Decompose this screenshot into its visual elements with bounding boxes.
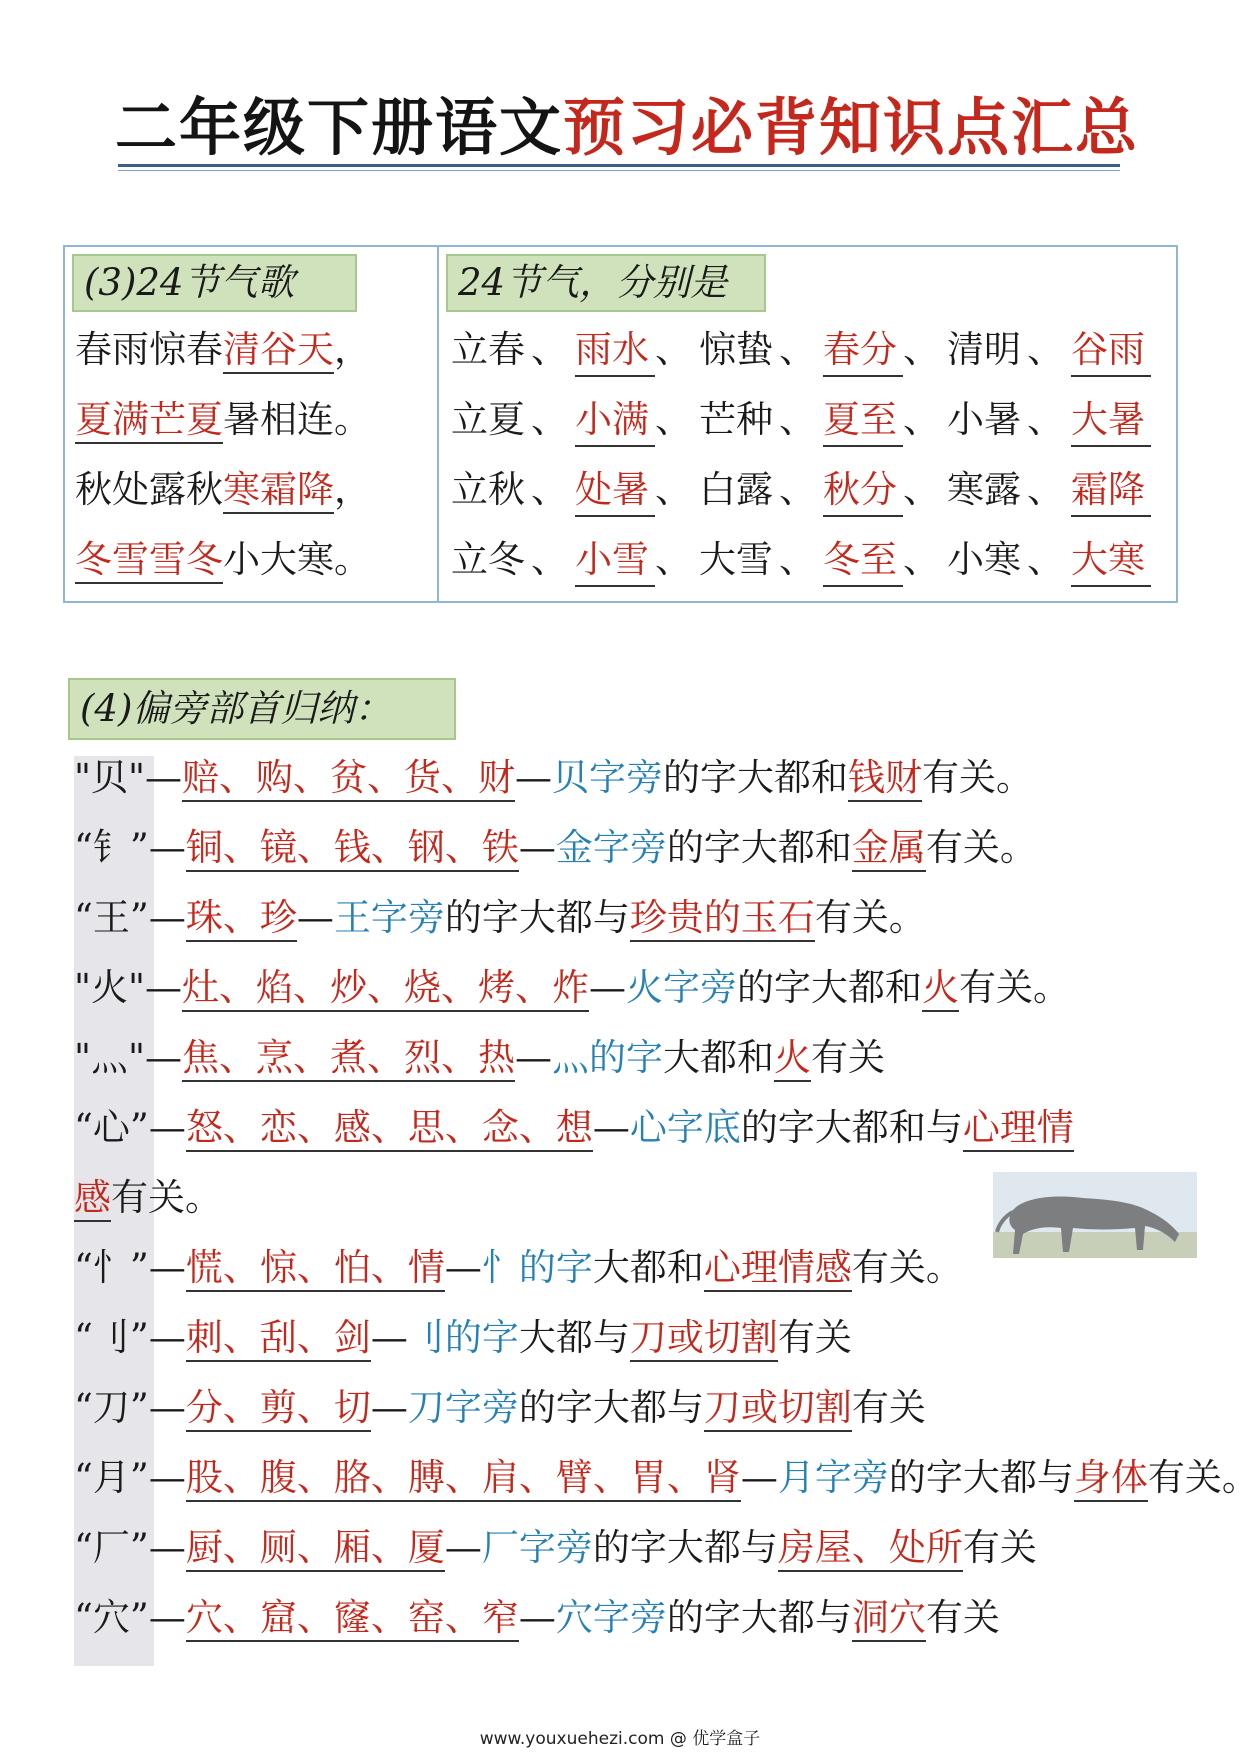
term-separator: 、 bbox=[655, 328, 692, 371]
solar-term: 立夏 bbox=[451, 398, 525, 441]
radical-line bbox=[74, 1102, 1074, 1154]
radical-text: — bbox=[296, 896, 334, 939]
radical-line bbox=[74, 822, 1037, 874]
terms-panel bbox=[437, 245, 1178, 603]
radical-text: 的字大都和与 bbox=[740, 1106, 963, 1149]
radical-examples: 分、剪、切 bbox=[186, 1386, 371, 1432]
solar-term: 雨水 bbox=[575, 325, 655, 377]
radical-text: 的字大都与 bbox=[444, 896, 630, 939]
song-highlight: 冬雪雪冬 bbox=[75, 538, 223, 584]
title-part2: 预习必背知识点汇总 bbox=[563, 91, 1140, 164]
radical-text: 有关。 bbox=[111, 1176, 222, 1219]
radical-text: “厂”— bbox=[74, 1526, 186, 1569]
radical-name: 心字底 bbox=[629, 1106, 741, 1149]
terms-row bbox=[451, 395, 1151, 447]
radical-examples: 身体 bbox=[1074, 1456, 1148, 1502]
term-separator: 、 bbox=[903, 398, 940, 441]
terms-row bbox=[451, 325, 1151, 377]
radical-text: — bbox=[592, 1106, 630, 1149]
radical-name: 贝字旁 bbox=[552, 756, 664, 799]
radical-text: “心”— bbox=[74, 1106, 186, 1149]
song-panel bbox=[63, 245, 439, 603]
term-separator: 、 bbox=[903, 328, 940, 371]
radical-text: “刂”— bbox=[74, 1316, 186, 1359]
solar-term: 大雪 bbox=[699, 538, 773, 581]
term-separator: 、 bbox=[1027, 398, 1064, 441]
radical-text: 的字大都与 bbox=[592, 1526, 778, 1569]
term-separator: 、 bbox=[655, 538, 692, 581]
song-heading: (3)24节气歌 bbox=[72, 254, 357, 312]
radical-text: 大都和 bbox=[663, 1036, 775, 1079]
solar-term: 芒种 bbox=[699, 398, 773, 441]
title-underline bbox=[118, 164, 1120, 167]
radical-text: “钅”— bbox=[74, 826, 186, 869]
radical-examples: 心理情 bbox=[963, 1106, 1074, 1152]
song-highlight: 夏满芒夏 bbox=[75, 398, 223, 444]
solar-term: 霜降 bbox=[1071, 465, 1151, 517]
radical-examples: 怒、恋、感、思、念、想 bbox=[186, 1106, 593, 1152]
radical-line bbox=[74, 1242, 963, 1294]
song-text: ， bbox=[334, 468, 371, 511]
radical-examples: 慌、惊、怕、情 bbox=[186, 1246, 445, 1292]
radical-text: “月”— bbox=[74, 1456, 186, 1499]
term-separator: 、 bbox=[1027, 538, 1064, 581]
term-separator: 、 bbox=[903, 538, 940, 581]
term-separator: 、 bbox=[531, 538, 568, 581]
song-text: 小大寒。 bbox=[223, 538, 371, 581]
radical-name: 刂的字 bbox=[407, 1316, 519, 1359]
radical-text: 的字大都与 bbox=[888, 1456, 1074, 1499]
radical-text: 有关 bbox=[925, 1596, 1000, 1639]
radical-examples: 珍贵的玉石 bbox=[630, 896, 815, 942]
radical-text: — bbox=[740, 1456, 778, 1499]
solar-term: 寒露 bbox=[947, 468, 1021, 511]
solar-term: 大暑 bbox=[1071, 395, 1151, 447]
horse-photo bbox=[993, 1172, 1197, 1258]
radical-text: "灬"— bbox=[74, 1036, 183, 1079]
radical-text: “王”— bbox=[74, 896, 186, 939]
radical-examples: 刀或切割 bbox=[704, 1386, 852, 1432]
radical-text: 有关。 bbox=[922, 756, 1034, 799]
song-text: 秋处露秋 bbox=[75, 468, 223, 511]
radical-examples: 厨、厕、厢、厦 bbox=[186, 1526, 445, 1572]
solar-term: 冬至 bbox=[823, 535, 903, 587]
radical-text: 有关。 bbox=[1147, 1456, 1259, 1499]
radical-name: 刀字旁 bbox=[407, 1386, 519, 1429]
radical-text: 的字大都和 bbox=[666, 826, 852, 869]
solar-term: 处暑 bbox=[575, 465, 655, 517]
solar-term: 小雪 bbox=[575, 535, 655, 587]
radical-examples: 火 bbox=[922, 966, 959, 1012]
radical-examples: 股、腹、胳、膊、肩、臂、胃、肾 bbox=[186, 1456, 741, 1502]
song-text: 暑相连。 bbox=[223, 398, 371, 441]
title-part1: 二年级下册语文 bbox=[115, 91, 564, 164]
radical-name: 王字旁 bbox=[333, 896, 445, 939]
radical-text: 大都与 bbox=[518, 1316, 630, 1359]
radical-text: “忄”— bbox=[74, 1246, 186, 1289]
radical-text: 的字大都和 bbox=[737, 966, 923, 1009]
radical-examples: 心理情感 bbox=[704, 1246, 852, 1292]
terms-row bbox=[451, 465, 1151, 517]
solar-term: 春分 bbox=[823, 325, 903, 377]
solar-term: 清明 bbox=[947, 328, 1021, 371]
radical-text: 有关 bbox=[962, 1526, 1037, 1569]
radical-text: 有关。 bbox=[925, 826, 1037, 869]
solar-term: 白露 bbox=[699, 468, 773, 511]
radical-text: 的字大都与 bbox=[666, 1596, 852, 1639]
page-title bbox=[115, 88, 1139, 168]
radical-examples: 金属 bbox=[852, 826, 926, 872]
radical-line bbox=[74, 752, 1033, 804]
radical-examples: 赔、购、贫、货、财 bbox=[182, 756, 515, 802]
solar-term: 惊蛰 bbox=[699, 328, 773, 371]
radical-line bbox=[74, 892, 926, 944]
radical-text: 的字大都与 bbox=[518, 1386, 704, 1429]
radical-examples: 铜、镜、钱、钢、铁 bbox=[186, 826, 519, 872]
term-separator: 、 bbox=[779, 468, 816, 511]
radical-text: — bbox=[518, 1596, 556, 1639]
terms-heading: 24节气，分别是 bbox=[446, 254, 766, 312]
radical-name: 穴字旁 bbox=[555, 1596, 667, 1639]
radical-name: 月字旁 bbox=[777, 1456, 889, 1499]
radical-name: 灬的字 bbox=[552, 1036, 664, 1079]
radical-text: — bbox=[515, 756, 553, 799]
radical-examples: 穴、窟、窿、窑、窄 bbox=[186, 1596, 519, 1642]
song-text: ， bbox=[334, 328, 371, 371]
song-line bbox=[75, 325, 371, 375]
radical-name: 厂字旁 bbox=[481, 1526, 593, 1569]
radical-line bbox=[74, 1592, 1000, 1644]
radical-examples: 房屋、处所 bbox=[778, 1526, 963, 1572]
radical-text: — bbox=[518, 826, 556, 869]
radical-line bbox=[74, 1522, 1037, 1574]
radical-examples: 洞穴 bbox=[852, 1596, 926, 1642]
solar-term: 大寒 bbox=[1071, 535, 1151, 587]
radical-text: — bbox=[370, 1386, 408, 1429]
radical-line bbox=[74, 1172, 222, 1224]
solar-term: 立冬 bbox=[451, 538, 525, 581]
radical-text: 有关。 bbox=[814, 896, 926, 939]
radical-text: 有关 bbox=[851, 1386, 926, 1429]
radical-name: 金字旁 bbox=[555, 826, 667, 869]
terms-row bbox=[451, 535, 1151, 587]
song-highlight: 清谷天 bbox=[223, 328, 334, 374]
solar-term: 立秋 bbox=[451, 468, 525, 511]
radical-line bbox=[74, 1032, 885, 1084]
radical-examples: 珠、珍 bbox=[186, 896, 297, 942]
radical-text: "火"— bbox=[74, 966, 183, 1009]
radical-text: 有关 bbox=[811, 1036, 886, 1079]
radical-text: “刀”— bbox=[74, 1386, 186, 1429]
term-separator: 、 bbox=[779, 538, 816, 581]
title-underline-thin bbox=[118, 170, 1120, 171]
term-separator: 、 bbox=[1027, 468, 1064, 511]
solar-term: 小满 bbox=[575, 395, 655, 447]
song-line bbox=[75, 395, 371, 445]
radical-examples: 焦、烹、煮、烈、热 bbox=[182, 1036, 515, 1082]
radicals-heading: (4)偏旁部首归纳： bbox=[68, 678, 456, 740]
solar-term: 秋分 bbox=[823, 465, 903, 517]
radical-line bbox=[74, 962, 1070, 1014]
radical-text: — bbox=[589, 966, 627, 1009]
radical-line bbox=[74, 1452, 1259, 1504]
radical-text: “穴”— bbox=[74, 1596, 186, 1639]
solar-term: 谷雨 bbox=[1071, 325, 1151, 377]
radical-text: "贝"— bbox=[74, 756, 183, 799]
term-separator: 、 bbox=[779, 398, 816, 441]
song-text: 春雨惊春 bbox=[75, 328, 223, 371]
radical-text: — bbox=[444, 1246, 482, 1289]
solar-term: 立春 bbox=[451, 328, 525, 371]
solar-term: 小暑 bbox=[947, 398, 1021, 441]
radical-name: 火字旁 bbox=[626, 966, 738, 1009]
term-separator: 、 bbox=[655, 398, 692, 441]
radical-text: 大都和 bbox=[592, 1246, 704, 1289]
radical-name: 忄的字 bbox=[481, 1246, 593, 1289]
radical-text: — bbox=[444, 1526, 482, 1569]
term-separator: 、 bbox=[531, 328, 568, 371]
solar-term: 小寒 bbox=[947, 538, 1021, 581]
term-separator: 、 bbox=[531, 468, 568, 511]
footer-watermark: www.youxuehezi.com @ 优学盒子 bbox=[479, 1729, 761, 1749]
song-line bbox=[75, 535, 371, 585]
term-separator: 、 bbox=[779, 328, 816, 371]
solar-term: 夏至 bbox=[823, 395, 903, 447]
radical-text: 的字大都和 bbox=[663, 756, 849, 799]
radical-examples: 火 bbox=[774, 1036, 811, 1082]
radical-text: 有关。 bbox=[851, 1246, 963, 1289]
radical-line bbox=[74, 1382, 926, 1434]
radical-examples: 刀或切割 bbox=[630, 1316, 778, 1362]
radical-text: — bbox=[515, 1036, 553, 1079]
radical-examples: 感 bbox=[74, 1176, 111, 1222]
radical-line bbox=[74, 1312, 852, 1364]
radical-text: 有关 bbox=[777, 1316, 852, 1359]
term-separator: 、 bbox=[531, 398, 568, 441]
song-highlight: 寒霜降 bbox=[223, 468, 334, 514]
term-separator: 、 bbox=[655, 468, 692, 511]
radical-examples: 钱财 bbox=[848, 756, 922, 802]
term-separator: 、 bbox=[1027, 328, 1064, 371]
radical-text: — bbox=[370, 1316, 408, 1359]
song-line bbox=[75, 465, 371, 515]
term-separator: 、 bbox=[903, 468, 940, 511]
radical-text: 有关。 bbox=[959, 966, 1071, 1009]
radical-examples: 刺、刮、剑 bbox=[186, 1316, 371, 1362]
radical-examples: 灶、焰、炒、烧、烤、炸 bbox=[182, 966, 589, 1012]
